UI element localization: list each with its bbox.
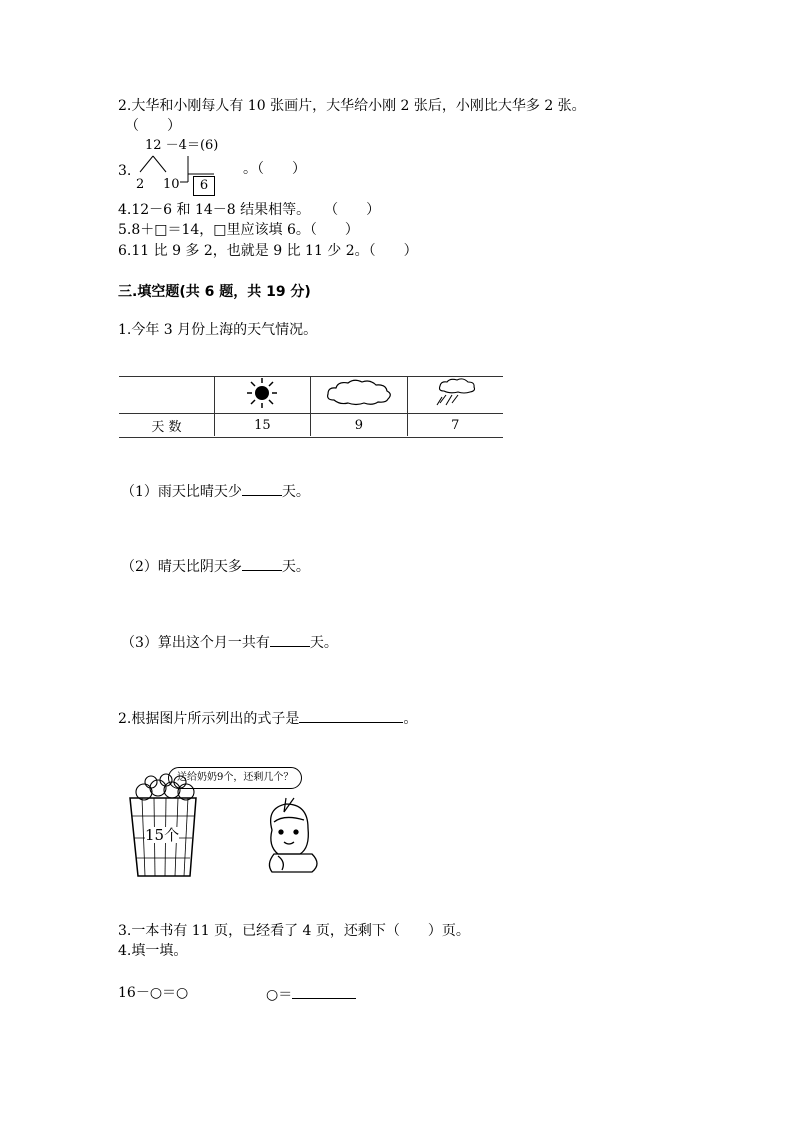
fill-q1-sub2-text: （2）晴天比阴天多 — [121, 559, 242, 575]
fill-q2 — [118, 708, 417, 728]
weather-value-cloudy: 9 — [311, 414, 408, 437]
weather-value-sunny: 15 — [214, 414, 310, 437]
judge-q3-equation: 12 －4＝(6) — [145, 138, 219, 153]
judge-q3-mid: 10 — [163, 177, 180, 192]
fill-q1-sub3 — [121, 632, 338, 652]
fill-q4-answer-label: ○＝ — [266, 987, 293, 1003]
sun-icon — [214, 377, 310, 414]
fill-q4-text: 4.填一填。 — [118, 943, 188, 959]
judge-q3-split-lines — [130, 152, 230, 192]
weather-value-rainy: 7 — [407, 414, 503, 437]
fill-q1-sub1 — [121, 481, 310, 501]
weather-table-bottom-rule — [119, 437, 503, 438]
speech-bubble: 送给奶奶9个，还剩几个？ — [168, 767, 302, 789]
judge-q3-left: 2 — [136, 177, 145, 192]
basket-label: 15个 — [145, 826, 180, 844]
weather-row-label: 天 数 — [119, 414, 214, 437]
fill-q1-sub2-tail: 天。 — [281, 559, 310, 575]
judge-q2-answer-paren[interactable]: （ ） — [125, 118, 181, 134]
fill-q1-title: 1.今年 3 月份上海的天气情况。 — [118, 322, 318, 338]
fill-q1-sub2 — [121, 556, 310, 576]
cloud-icon — [311, 377, 408, 414]
fill-q1-sub1-blank[interactable] — [242, 481, 282, 496]
fill-q1-sub3-blank[interactable] — [270, 632, 310, 647]
judge-q5-text: 5.8＋□＝14，□里应该填 6。（ ） — [118, 222, 359, 238]
judge-q3-number: 3. — [118, 163, 132, 179]
fill-q1-sub3-tail: 天。 — [309, 635, 338, 651]
fill-q2-tail: 。 — [403, 711, 418, 727]
fill-q1-sub3-text: （3）算出这个月一共有 — [121, 635, 270, 651]
fill-q2-text: 2.根据图片所示列出的式子是 — [118, 711, 300, 727]
judge-q6-text: 6.11 比 9 多 2，也就是 9 比 11 少 2。（ ） — [118, 243, 418, 259]
fill-q1-sub1-tail: 天。 — [281, 484, 310, 500]
judge-q2-text: 2.大华和小刚每人有 10 张画片，大华给小刚 2 张后，小刚比大华多 2 张。 — [118, 98, 586, 114]
rain-cloud-icon — [407, 377, 503, 414]
section3-title: 三.填空题(共 6 题，共 19 分) — [118, 284, 311, 300]
fill-q1-sub2-blank[interactable] — [242, 556, 282, 571]
judge-q3-box: 6 — [193, 176, 215, 196]
weather-header-empty — [119, 377, 214, 414]
fill-q4-equation: 16－○＝○ — [118, 985, 189, 1001]
fill-q4-answer — [266, 984, 356, 1004]
fill-q3-text: 3.一本书有 11 页，已经看了 4 页，还剩下（ ）页。 — [118, 923, 470, 939]
fill-q4-answer-blank[interactable] — [292, 984, 356, 999]
fill-q2-blank[interactable] — [299, 708, 403, 723]
weather-table — [119, 377, 503, 436]
judge-q3-answer-paren[interactable]: 。（ ） — [243, 161, 306, 177]
judge-q4-text: 4.12－6 和 14－8 结果相等。 （ ） — [118, 202, 381, 218]
fill-q1-sub1-text: （1）雨天比晴天少 — [121, 484, 242, 500]
